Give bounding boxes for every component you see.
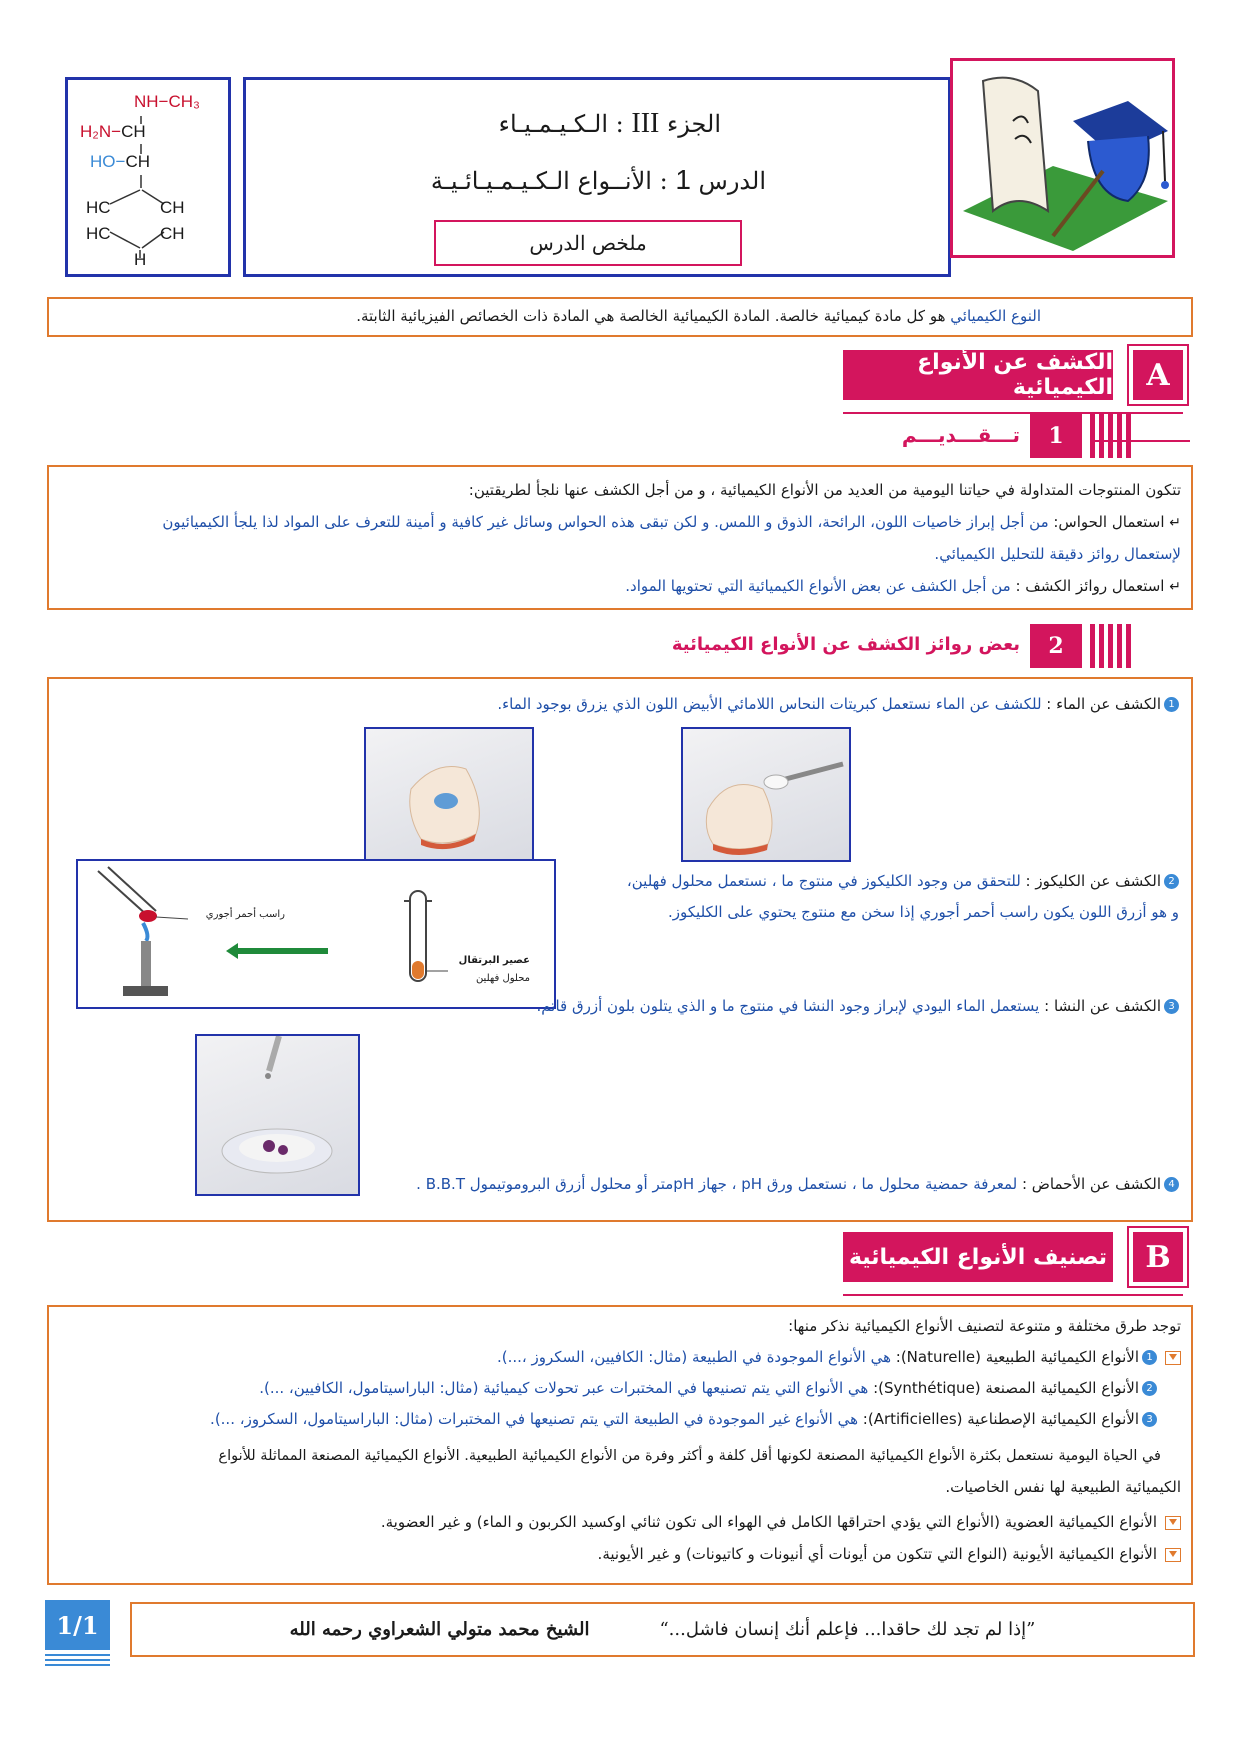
section-b-letter: B (1133, 1232, 1183, 1282)
artificial-line: 3الأنواع الكيميائية الإصطناعية (Artificielles): هي الأنواع غير الموجودة في الطبيعة التي يتم تصنيعها في المختبرات (مثال: الباراسيتامول، السكروز، ...). (49, 1404, 1181, 1434)
number-2-icon: 2 (1142, 1381, 1157, 1396)
number-1-icon: 1 (1164, 697, 1179, 712)
senses-line-2: لإستعمال روائز دقيقة للتحليل الكيميائي. (934, 545, 1181, 563)
glucose-line: 2الكشف عن الكليكوز : للتحقق من وجود الكليكوز في منتوج ما ، نستعمل محلول فهلين، (569, 866, 1179, 896)
quote-author: الشيخ محمد متولي الشعراوي رحمه الله (289, 1619, 590, 1640)
natural-line: 1الأنواع الكيميائية الطبيعية (Naturelle): هي الأنواع الموجودة في الطبيعة (مثال: الكافيين، السكروز ،...). (49, 1342, 1181, 1372)
acids-line: 4الكشف عن الأحماض : لمعرفة حمضية محلول ما ، نستعمل ورق pH ، جهاز pHمتر أو محلول أزرق البروموتيمول B.B.T . (359, 1169, 1179, 1199)
number-1-icon: 1 (1142, 1350, 1157, 1365)
definition-box (47, 297, 1193, 337)
title-box (243, 77, 951, 277)
molecule-ring-rt: CH (160, 198, 185, 217)
fehling-diagram (76, 859, 556, 1009)
triangle-bullet-icon (1165, 1516, 1181, 1530)
molecule-ring-lt: HC (86, 198, 111, 217)
ionic-line: الأنواع الكيميائية الأيونية (النواع التي تتكون من أيونات أي أنيونات و كاتيونات) و غير الأيونية. (49, 1539, 1181, 1569)
summary-label: ملخص الدرس (434, 220, 742, 266)
dropper-dish-icon (197, 1036, 358, 1194)
reagents-line: ↵ استعمال روائز الكشف : من أجل الكشف عن بعض الأنواع الكيميائية التي تحتويها المواد. (625, 577, 1181, 595)
subsection-2-title: بعض روائز الكشف عن الأنواع الكيميائية (671, 634, 1020, 655)
apple-blue-photo (364, 727, 534, 862)
molecule-ch2: CH (125, 152, 150, 171)
triangle-bullet-icon (1165, 1351, 1181, 1365)
number-3-icon: 3 (1164, 999, 1179, 1014)
definition-text: هو كل مادة كيميائية خالصة. المادة الكيميائية الخالصة هي المادة ذات الخصائص الفيزيائية الثابتة. (356, 307, 951, 325)
subsection-1-stripes (1090, 414, 1131, 458)
molecule-h2n: H₂N− (80, 122, 122, 141)
page-number: 1/1 (45, 1600, 110, 1650)
synthetic-line: 2الأنواع الكيميائية المصنعة (Synthétique): هي الأنواع التي يتم تصنيعها في المختبرات عبر تحولات كيميائية (مثال: الباراسيتامول، الكافيين، ...). (49, 1373, 1181, 1403)
label-precipitate: راسب أحمر أجوري (205, 909, 285, 920)
water-line: 1الكشف عن الماء : للكشف عن الماء نستعمل كبريتات النحاس اللامائي الأبيض اللون الذي يزرق بوجود الماء. (49, 689, 1179, 719)
graduation-clipart (950, 58, 1175, 258)
label-product: عصير البرتقال (458, 955, 530, 966)
number-4-icon: 4 (1164, 1177, 1179, 1192)
daily-text-2: الكيميائية الطبيعية لها نفس الخاصيات. (945, 1478, 1181, 1496)
lesson-title: الدرس 1 : الأنــواع الـكـيـمـيـائـيـة (430, 164, 766, 195)
glucose-line-2: و هو أزرق اللون يكون راسب أحمر أجوري إذا سخن مع منتوج يحتوي على الكليكوز. (668, 903, 1179, 921)
starch-line: 3الكشف عن النشا : يستعمل الماء اليودي لإبراز وجود النشا في منتوج ما و الذي يتلون بلون أزرق قاتم. (479, 991, 1179, 1021)
section-a-underline (843, 412, 1183, 414)
apple-spatula-icon (683, 729, 849, 860)
section-a-title: الكشف عن الأنواع الكيميائية (843, 350, 1113, 400)
quote-text: ”إذا لم تجد لك حاقدا... فإعلم أنك إنسان فاشل...“ (659, 1619, 1036, 1640)
subsection-2-num: 2 (1030, 624, 1082, 668)
apple-slice-icon (366, 729, 532, 860)
starch-photo (195, 1034, 360, 1196)
section-a-letter: A (1133, 350, 1183, 400)
senses-line: ↵ استعمال الحواس: من أجل إبراز خاصيات اللون، الرائحة، الذوق و اللمس. و لكن تبقى هذه الحواس وسائل غير كافية و أمينة للتعرف على المواد لذا يلجأ الكيميائيون (162, 513, 1181, 531)
classification-box (47, 1305, 1193, 1585)
molecule-ring-lb: HC (86, 224, 111, 243)
return-arrow-icon: ↵ (1169, 515, 1181, 531)
molecule-ho: HO− (90, 152, 126, 171)
subsection-1-num: 1 (1030, 414, 1082, 458)
graduation-cap-icon (953, 61, 1172, 255)
quote-box (130, 1602, 1195, 1657)
number-2-icon: 2 (1164, 874, 1179, 889)
organic-line: الأنواع الكيميائية العضوية (الأنواع التي يؤدي احتراقها الكامل في الهواء الى تكون ثنائي اوكسيد الكربون و الماء) و غير العضوية. (49, 1507, 1181, 1537)
intro-box (47, 465, 1193, 610)
burner-test-tube-icon (78, 861, 554, 1007)
section-b-title: تصنيف الأنواع الكيميائية (843, 1232, 1113, 1282)
reagents-box (47, 677, 1193, 1222)
subsection-1-title: تـــقـــديـــم (901, 423, 1020, 447)
molecule-ch1: CH (121, 122, 146, 141)
molecule-bonds (68, 80, 228, 274)
molecule-ring-rb: CH (160, 224, 185, 243)
return-arrow-icon: ↵ (1169, 579, 1181, 595)
part-title: الجزء III : الـكـيـمـيـاء (498, 108, 721, 139)
number-3-icon: 3 (1142, 1412, 1157, 1427)
molecule-box (65, 77, 231, 277)
definition-term: النوع الكيميائي (950, 307, 1041, 325)
molecule-ring-b: H (134, 250, 147, 269)
subsection-2-stripes (1090, 624, 1131, 668)
intro-text: تتكون المنتوجات المتداولة في حياتنا اليومية من العديد من الأنواع الكيميائية ، و من أجل الكشف عنها نلجأ لطريقتين: (468, 481, 1181, 499)
triangle-bullet-icon (1165, 1548, 1181, 1562)
classification-intro: توجد طرق مختلفة و متنوعة لتصنيف الأنواع الكيميائية نذكر منها: (788, 1317, 1181, 1335)
page-number-lines (45, 1652, 110, 1666)
label-fehling: محلول فهلين (475, 973, 530, 984)
apple-powder-photo (681, 727, 851, 862)
daily-text-1: في الحياة اليومية نستعمل بكثرة الأنواع الكيميائية المصنعة لكونها أقل كلفة و أكثر وفرة من الأنواع الكيميائية الطبيعية. الأنواع الكيميائية المصنعة المماثلة للأنواع (218, 1448, 1161, 1464)
molecule-nh: NH−CH₃ (134, 92, 200, 111)
section-b-underline (843, 1294, 1183, 1296)
